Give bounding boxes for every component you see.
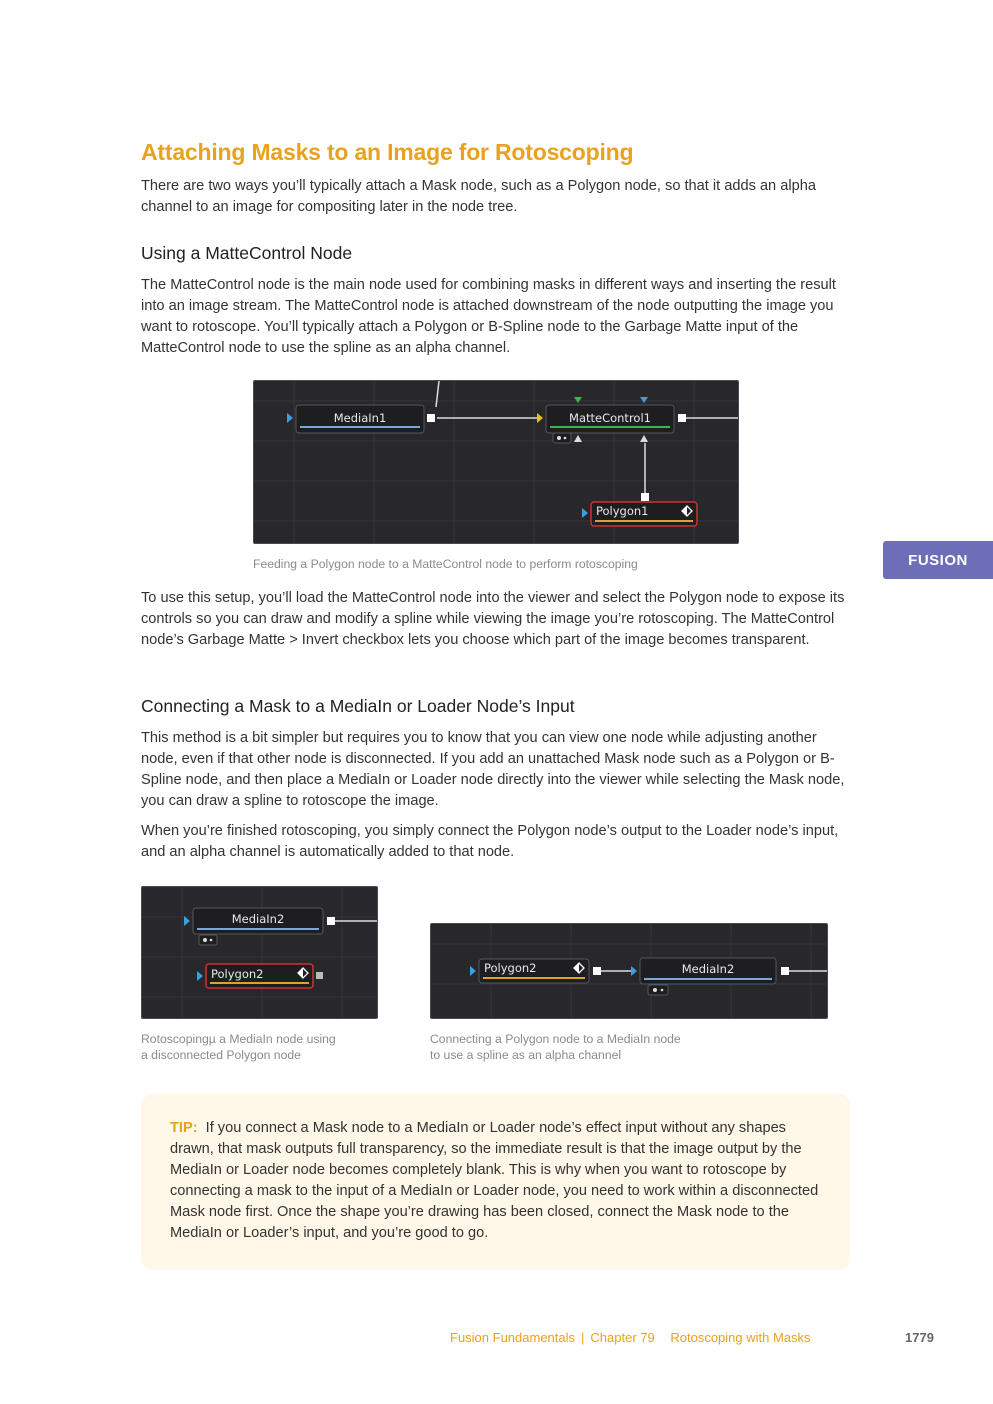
- node-graph-figure2: [141, 886, 378, 1019]
- output-port[interactable]: [781, 967, 789, 975]
- node-label: MediaIn2: [681, 962, 735, 976]
- view-indicator-icon: [553, 433, 571, 443]
- view-indicator-icon: [648, 985, 668, 995]
- input-triangle-icon: [537, 413, 543, 423]
- tip-body: If you connect a Mask node to a MediaIn or Loader node’s effect input without any shapes drawn, that mask outputs full transparency, so the immediate result is that the image output by the MediaIn or Loader node becomes completely blank. This is why when you want to rotoscope by connecting a mask to the input of a MediaIn or Loader node, you need to work within a disconnected Mask node first. Once the shape you’re drawing has been closed, connect the Mask node to the MediaIn or Loader’s input, and you’re good to go.: [170, 1120, 819, 1241]
- node-mattecontrol1[interactable]: [537, 397, 686, 443]
- node-polygon2-connected[interactable]: [470, 959, 601, 983]
- node-mediain2-connected[interactable]: [631, 958, 789, 995]
- incoming-link: [436, 381, 439, 407]
- side-tab-fusion[interactable]: FUSION: [883, 541, 993, 579]
- intro-paragraph: There are two ways you’ll typically attach a Mask node, such as a Polygon node, so that it adds an alpha channel to an image for compositing later in the node tree.: [141, 178, 816, 215]
- output-port[interactable]: [427, 414, 435, 422]
- footer-chapter: Chapter 79: [590, 1330, 655, 1345]
- page-title: Attaching Masks to an Image for Rotoscoping: [141, 139, 634, 165]
- footer-breadcrumb: Fusion Fundamentals | Chapter 79 Rotoscoping with Masks: [450, 1330, 811, 1345]
- tip-text: [170, 1118, 830, 1244]
- footer-book: Fusion Fundamentals: [450, 1330, 576, 1345]
- node-graph-svg: [254, 381, 739, 544]
- garbage-matte-arrow-icon: [640, 435, 648, 442]
- page-number: 1779: [905, 1330, 934, 1345]
- tip-label: TIP:: [170, 1120, 198, 1136]
- node-graph-figure3: [430, 923, 828, 1019]
- node-label: MediaIn2: [231, 912, 285, 926]
- node-mediain1[interactable]: [287, 405, 435, 433]
- output-port[interactable]: [641, 493, 649, 501]
- output-port[interactable]: [316, 972, 323, 979]
- footer-section: Rotoscoping with Masks: [670, 1330, 811, 1345]
- output-port[interactable]: [327, 917, 335, 925]
- section1-paragraph1: The MatteControl node is the main node used for combining masks in different ways and inserting the result into an image stream. The MatteControl node is attached downstream of the node outputting the image you want to rotoscope. You’ll typically attach a Polygon or B-Spline node to the Garbage Matte input of the MatteControl node to use the spline as an alpha channel.: [141, 277, 836, 356]
- node-polygon2[interactable]: [197, 964, 323, 988]
- input-triangle-icon: [197, 971, 203, 981]
- node-label: MatteControl1: [569, 411, 651, 425]
- section2-heading: Connecting a Mask to a MediaIn or Loader Node’s Input: [141, 696, 575, 716]
- section2-paragraph1: This method is a bit simpler but requires you to know that you can view one node while adjusting another node, even if that other node is disconnected. If you add an unattached Mask node such as a Polygon or B-Spline node, and then place a MediaIn or Loader node directly into the viewer while selecting the Mask node, you can draw a spline to rotoscope the image.: [141, 730, 845, 809]
- section1-heading: Using a MatteControl Node: [141, 243, 353, 263]
- node-graph-figure1: [253, 380, 739, 544]
- figure1-caption: Feeding a Polygon node to a MatteControl node to perform rotoscoping: [253, 557, 638, 571]
- input-triangle-icon: [582, 508, 588, 518]
- node-label: Polygon2: [484, 961, 537, 975]
- node-polygon1[interactable]: [582, 493, 697, 526]
- tip-box: [141, 1094, 850, 1270]
- garbage-matte-input-icon: [574, 397, 582, 403]
- input-triangle-icon: [470, 966, 476, 976]
- figure2-caption: Rotoscopingµ a MediaIn node using a disconnected Polygon node: [141, 1032, 336, 1062]
- node-label: MediaIn1: [333, 411, 387, 425]
- node-label: Polygon1: [596, 504, 649, 518]
- view-indicator-icon: [199, 935, 217, 945]
- input-triangle-icon: [287, 413, 293, 423]
- effect-mask-input-icon: [640, 397, 648, 403]
- input-triangle-icon: [631, 966, 637, 976]
- section1-paragraph2: To use this setup, you’ll load the MatteControl node into the viewer and select the Polygon node to expose its controls so you can draw and modify a spline while viewing the image you’re rotoscoping. The MatteControl node’s Garbage Matte > Invert checkbox lets you choose which part of the image becomes transparent.: [141, 590, 845, 648]
- mask-input-icon: [574, 435, 582, 442]
- section2-paragraph2: When you’re finished rotoscoping, you simply connect the Polygon node’s output to the Loader node’s input, and an alpha channel is automatically added to that node.: [141, 823, 839, 860]
- output-port[interactable]: [678, 414, 686, 422]
- node-graph-svg: [431, 924, 828, 1019]
- output-port[interactable]: [593, 967, 601, 975]
- figure3-caption: Connecting a Polygon node to a MediaIn node to use a spline as an alpha channel: [430, 1032, 681, 1062]
- node-mediain2[interactable]: [184, 908, 335, 945]
- node-label: Polygon2: [211, 967, 264, 981]
- node-graph-svg: [142, 887, 378, 1019]
